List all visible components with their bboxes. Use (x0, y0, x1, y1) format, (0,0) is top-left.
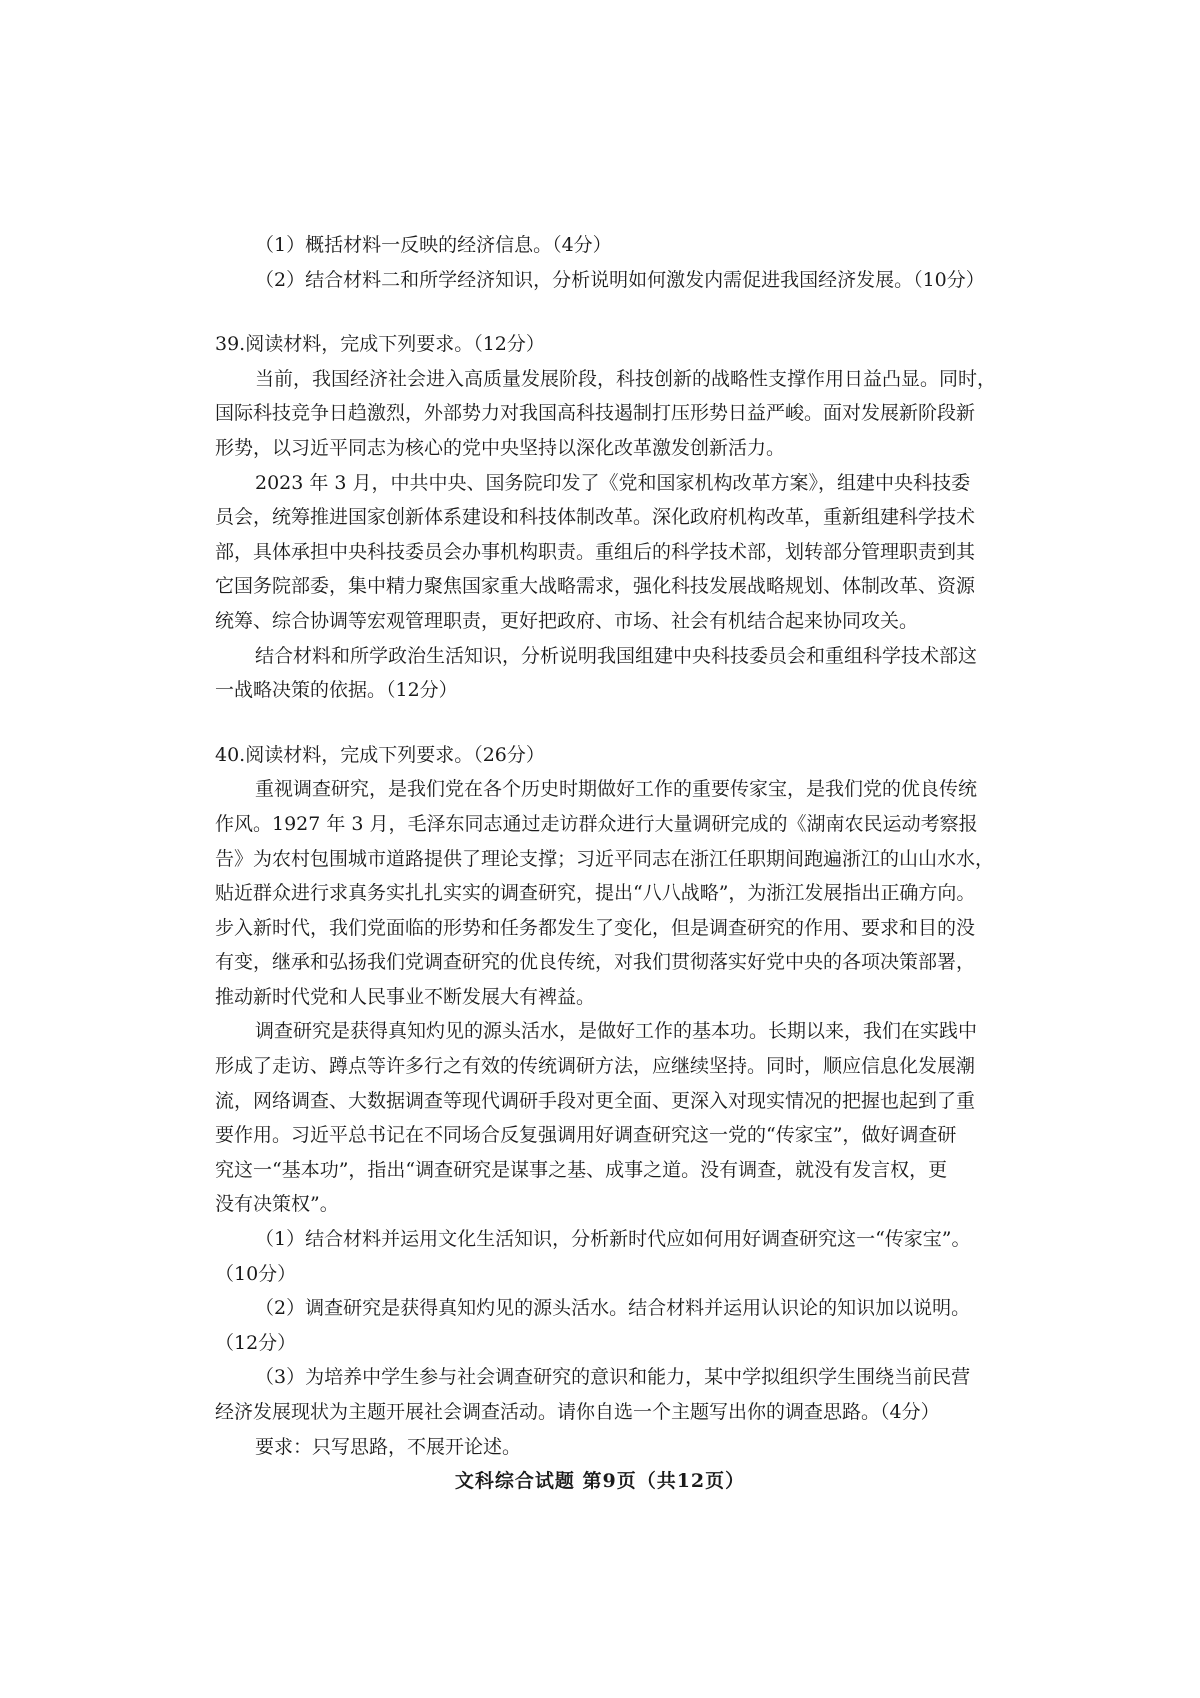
q39-line: 当前，我国经济社会进入高质量发展阶段，科技创新的战略性支撑作用日益凸显。同时， (255, 367, 997, 390)
q40-line: 贴近群众进行求真务实扎扎实实的调查研究，提出“八八战略”，为浙江发展指出正确方向。 (215, 882, 976, 905)
q40-line: 没有决策权”。 (215, 1193, 339, 1216)
q40-line: 形成了走访、蹲点等许多行之有效的传统调研方法，应继续坚持。同时，顺应信息化发展潮 (215, 1055, 976, 1078)
q39-line: 它国务院部委，集中精力聚焦国家重大战略需求，强化科技发展战略规划、体制改革、资源 (215, 575, 976, 598)
q39-line: 统筹、综合协调等宏观管理职责，更好把政府、市场、社会有机结合起来协同攻关。 (215, 609, 919, 632)
q40-line: 重视调查研究，是我们党在各个历史时期做好工作的重要传家宝，是我们党的优良传统 (255, 778, 978, 801)
q39-line: 结合材料和所学政治生活知识，分析说明我国组建中央科技委员会和重组科学技术部这 (255, 644, 978, 667)
q39-line: 部，具体承担中央科技委员会办事机构职责。重组后的科学技术部，划转部分管理职责到其 (215, 540, 976, 563)
question-40-part-1-score: （10分） (215, 1262, 297, 1285)
q40-line: 步入新时代，我们党面临的形势和任务都发生了变化，但是调查研究的作用、要求和目的没 (215, 916, 976, 939)
q40-line: 究这一“基本功”，指出“调查研究是谋事之基、成事之道。没有调查，就没有发言权，更 (215, 1158, 948, 1181)
question-40-part-2: （2）调查研究是获得真知灼见的源头活水。结合材料并运用认识论的知识加以说明。 (255, 1297, 971, 1320)
page-footer: 文科综合试题 第9页（共12页） (454, 1470, 746, 1492)
q40-line: 推动新时代党和人民事业不断发展大有裨益。 (215, 985, 596, 1008)
question-40-part-3-cont: 经济发展现状为主题开展社会调查活动。请你自选一个主题写出你的调查思路。（4分） (215, 1401, 940, 1423)
question-40-part-2-score: （12分） (215, 1331, 297, 1354)
question-40-requirement: 要求：只写思路，不展开论述。 (255, 1435, 522, 1458)
question-40-part-3: （3）为培养中学生参与社会调查研究的意识和能力，某中学拟组织学生围绕当前民营 (255, 1366, 971, 1389)
question-38-part-2: （2）结合材料二和所学经济知识，分析说明如何激发内需促进我国经济发展。（10分） (255, 268, 985, 291)
q40-line: 要作用。习近平总书记在不同场合反复强调用好调查研究这一党的“传家宝”，做好调查研 (215, 1124, 957, 1147)
q40-line: 告》为农村包围城市道路提供了理论支撑；习近平同志在浙江任职期间跑遍浙江的山山水水， (215, 847, 995, 870)
q40-line: 作风。1927 年 3 月，毛泽东同志通过走访群众进行大量调研完成的《湖南农民运动考察报 (215, 812, 978, 835)
q39-line: 一战略决策的依据。（12分） (215, 679, 458, 702)
exam-page (215, 228, 1045, 1464)
question-39-title: 39.阅读材料，完成下列要求。（12分） (215, 333, 545, 356)
q39-line: 员会，统筹推进国家创新体系建设和科技体制改革。深化政府机构改革，重新组建科学技术 (215, 506, 976, 529)
q39-line: 国际科技竞争日趋激烈，外部势力对我国高科技遏制打压形势日益严峻。面对发展新阶段新 (215, 402, 976, 425)
q39-line: 2023 年 3 月，中共中央、国务院印发了《党和国家机构改革方案》，组建中央科技委 (255, 471, 971, 494)
q40-line: 调查研究是获得真知灼见的源头活水，是做好工作的基本功。长期以来，我们在实践中 (255, 1020, 978, 1043)
q40-line: 有变，继承和弘扬我们党调查研究的优良传统，对我们贯彻落实好党中央的各项决策部署， (215, 951, 976, 974)
question-40-part-1: （1）结合材料并运用文化生活知识，分析新时代应如何用好调查研究这一“传家宝”。 (255, 1228, 971, 1251)
question-40-title: 40.阅读材料，完成下列要求。（26分） (215, 743, 545, 766)
q40-line: 流，网络调查、大数据调查等现代调研手段对更全面、更深入对现实情况的把握也起到了重 (215, 1089, 976, 1112)
question-38-part-1: （1）概括材料一反映的经济信息。（4分） (255, 234, 612, 256)
q39-line: 形势，以习近平同志为核心的党中央坚持以深化改革激发创新活力。 (215, 436, 786, 459)
